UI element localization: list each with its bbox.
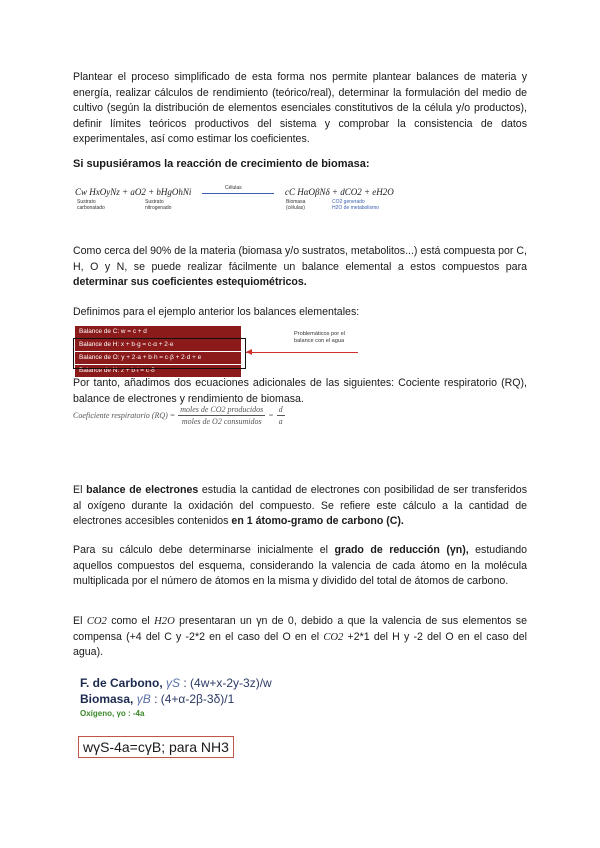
rq-equals: = xyxy=(268,411,274,420)
formula-biomass-gamma: γB xyxy=(136,692,151,706)
p6-bold-reduction-degree: grado de reducción (γn), xyxy=(334,544,469,556)
label-substrate-nitrogen-sub: nitrogenado xyxy=(145,205,172,211)
balance-problem-note-line2: balance con el agua xyxy=(294,338,345,344)
p7-a: El xyxy=(73,615,87,627)
label-substrate-carbon xyxy=(77,199,105,211)
p7-co2-second: CO2 xyxy=(323,631,344,643)
label-substrate-nitrogen-title: Sustrato xyxy=(145,199,164,205)
paragraph-electron-balance xyxy=(73,483,527,530)
label-substrate-carbon-title: Sustrato xyxy=(77,199,96,205)
paragraph-reduction-degree xyxy=(73,543,527,590)
reaction-arrow-label: Células xyxy=(225,185,242,191)
p7-c: presentaran un γn de 0, debido a que la valencia de sus elementos se compensa (+4 del C y -2*2 en el caso del O en el xyxy=(73,615,527,643)
paragraph-intro-text: Plantear el proceso simplificado de esta forma nos permite plantear balances de materia y energía, realizar cálculos de rendimiento (teórico/real), determinar la formulación del medio de cultivo (según la distribución de elementos esenciales constitutivos de la célula y/o productos), definir límites teóricos productivos del sistema y comprobar la consistencia de datos experimentales, así como estimar los coeficientes. xyxy=(73,71,527,145)
rq-ratio xyxy=(277,405,285,426)
balance-pointer-line xyxy=(246,352,358,353)
paragraph-intro xyxy=(73,70,527,148)
balance-row-nitrogen: Balance de N: z + b·i = c·δ xyxy=(75,365,241,377)
label-h2o: H2O de metabolismo xyxy=(332,205,379,211)
p5-bold-electron-balance: balance de electrones xyxy=(86,484,199,496)
label-biomass-sub: (células) xyxy=(286,205,305,211)
label-substrate-nitrogen xyxy=(145,199,171,211)
p5-bold-carbon-atom: en 1 átomo-gramo de carbono (C). xyxy=(231,515,404,527)
balance-pointer-arrowhead xyxy=(246,349,252,355)
rq-label: Coeficiente respiratorio (RQ) = xyxy=(73,411,176,420)
formula-carbon-expression: : (4w+x-2y-3z)/w xyxy=(183,676,272,690)
formula-carbon-gamma: γS xyxy=(166,676,181,690)
formula-biomass-expression: : (4+α-2β-3δ)/1 xyxy=(154,692,235,706)
label-substrate-carbon-sub: carbonatado xyxy=(77,205,105,211)
reduction-degree-formulas xyxy=(80,676,272,718)
p7-h2o: H2O xyxy=(154,616,175,627)
label-biomass xyxy=(286,199,305,211)
formula-oxygen: Oxígeno, γo : -4a xyxy=(80,709,145,718)
balance-row-carbon: Balance de C: w = c + d xyxy=(75,326,241,338)
rq-ratio-denominator: a xyxy=(278,417,283,426)
reaction-arrow xyxy=(202,193,274,194)
balance-problem-note xyxy=(294,331,345,345)
p5-c: estudia la cantidad de electrones con posibilidad de ser transferidos al oxígeno durante la oxidación del compuesto. Se refiere este cálculo a la cantidad de electrones accesibles contenidos xyxy=(73,484,527,527)
electron-balance-result: wγS-4a=cγB; para NH3 xyxy=(78,736,234,758)
reaction-right-side: cC HαOβNδ + dCO2 + eH2O xyxy=(285,187,394,197)
p7-co2: CO2 xyxy=(86,616,107,627)
p6-a: Para su cálculo debe determinarse inicialmente el xyxy=(73,544,335,556)
p5-a: El xyxy=(73,484,87,496)
paragraph-elemental-balance-bold: determinar sus coeficientes estequiométricos. xyxy=(73,276,307,288)
formula-biomass xyxy=(80,692,272,706)
paragraph-define-balances xyxy=(73,305,527,321)
p6-c: estudiando aquellos compuestos del esquema, considerando la valencia de cada átomo en la molécula multiplicada por el número de átomos en la misma y dividido del total de átomos de carbono. xyxy=(73,544,528,587)
reaction-left-side: Cw HxOyNz + aO2 + bHgOhNi xyxy=(75,187,192,197)
label-co2-h2o xyxy=(332,199,379,211)
paragraph-elemental-balance xyxy=(73,244,527,291)
label-co2: CO2 generado xyxy=(332,199,365,205)
formula-carbon-label: F. de Carbono, xyxy=(80,676,163,690)
rq-denominator: moles de O2 consumidos xyxy=(181,417,262,426)
p7-b: como el xyxy=(106,615,155,627)
balance-row-oxygen: Balance de O: y + 2·a + b·h = c·β + 2·d + e xyxy=(75,352,241,364)
p7-d: +2*1 del H y -2 del O en el caso del agua). xyxy=(73,630,527,658)
paragraph-additional-equations-text: Por tanto, añadimos dos ecuaciones adicionales de las siguientes: Cociente respiratorio (RQ), balance de electrones y rendimiento de biomasa. xyxy=(73,377,527,405)
paragraph-co2-h2o xyxy=(73,614,527,661)
paragraph-additional-equations xyxy=(73,376,527,407)
respiratory-quotient-equation xyxy=(73,405,288,426)
label-biomass-title: Biomasa xyxy=(286,199,306,205)
rq-ratio-numerator: d xyxy=(278,405,283,414)
formula-carbon-source xyxy=(80,676,272,690)
paragraph-define-balances-text: Definimos para el ejemplo anterior los balances elementales: xyxy=(73,306,360,318)
formula-biomass-label: Biomasa, xyxy=(80,692,134,706)
paragraph-elemental-balance-text: Como cerca del 90% de la materia (biomasa y/o sustratos, metabolitos...) está compuesta por C, H, O y N, se puede realizar fácilmente un balance elemental a estos compuestos para xyxy=(73,245,527,273)
heading-biomass-reaction: Si supusiéramos la reacción de crecimiento de biomasa: xyxy=(73,158,370,170)
balance-problem-note-line1: Problemáticos por el xyxy=(294,331,345,337)
biomass-reaction-equation xyxy=(75,187,405,221)
balance-row-hydrogen: Balance de H: x + b·g = c·α + 2·e xyxy=(75,339,241,351)
rq-fraction xyxy=(178,405,265,426)
rq-numerator: moles de CO2 producidos xyxy=(180,405,264,414)
balance-highlight-bracket xyxy=(73,338,246,369)
